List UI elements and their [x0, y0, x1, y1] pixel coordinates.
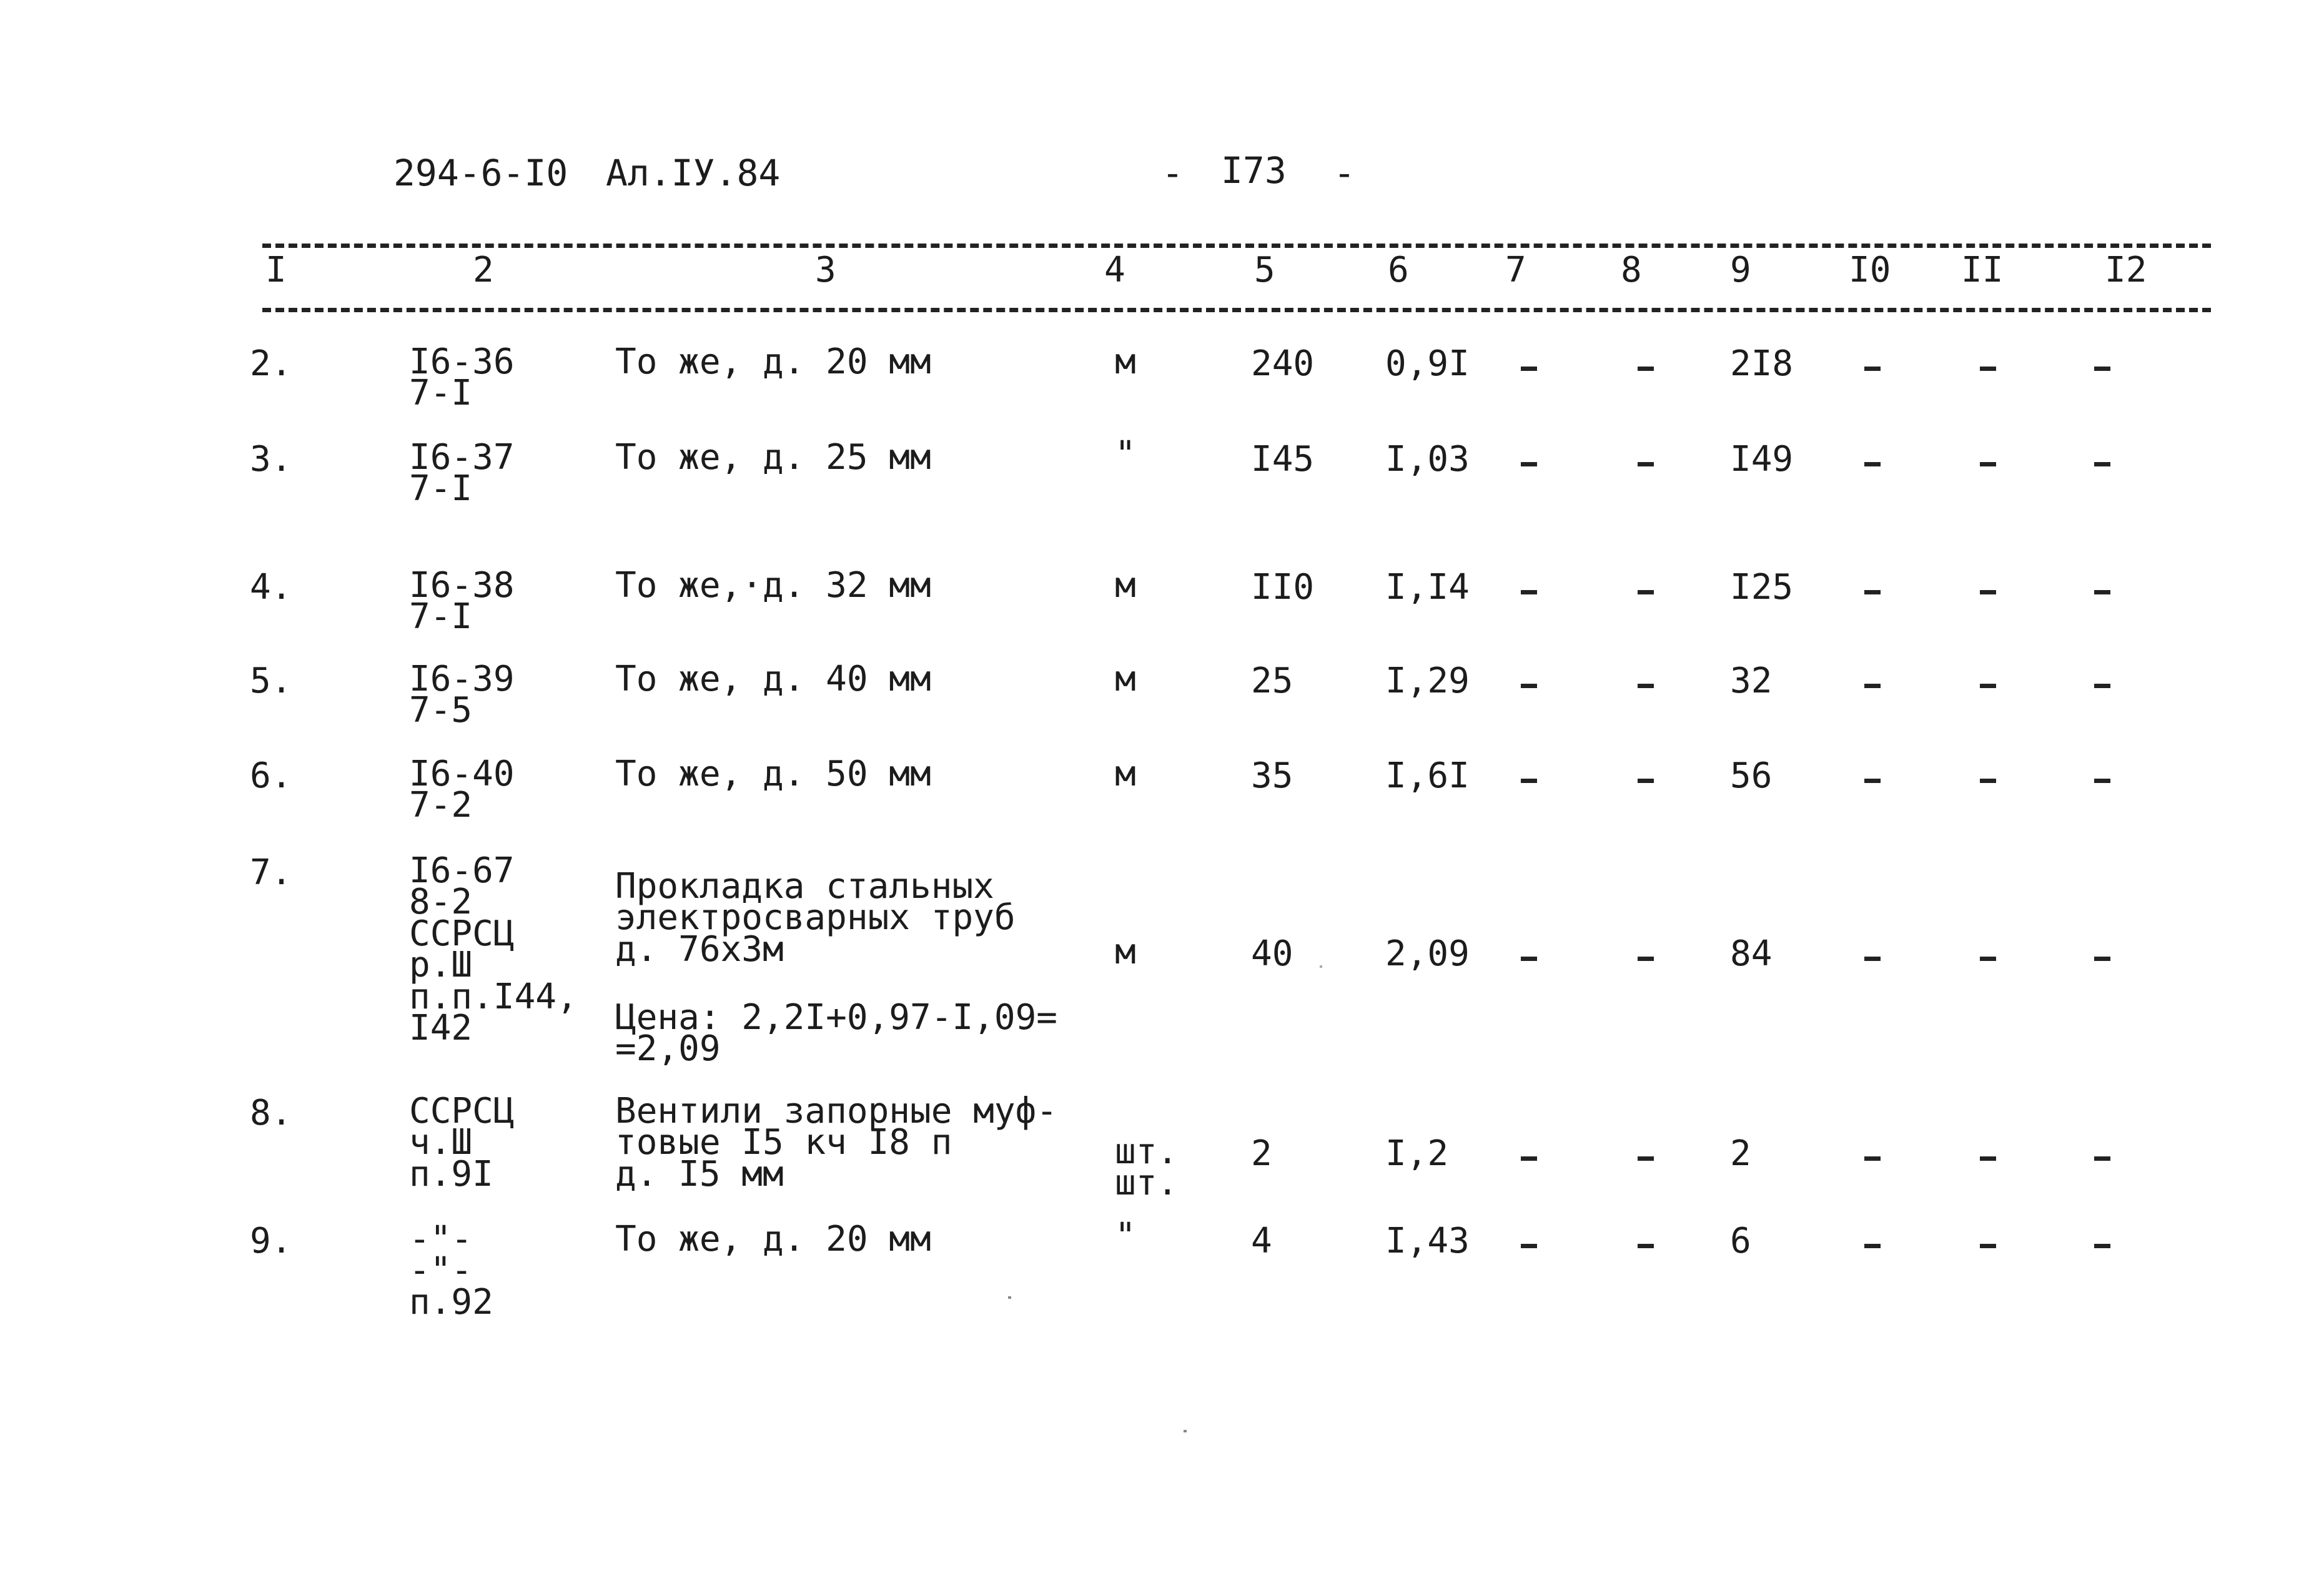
row-c11-dash: [1980, 590, 1996, 594]
row-col9: 32: [1730, 661, 1773, 701]
row-unit-line: м: [1115, 659, 1136, 699]
row-rate: I,I4: [1385, 567, 1470, 608]
table-header-rule: [262, 308, 2211, 312]
row-c12-dash: [2094, 590, 2110, 594]
row-c10-dash: [1864, 367, 1881, 371]
row-number: 2.: [250, 343, 292, 384]
row-description-line: товые I5 кч I8 п: [615, 1122, 952, 1163]
row-rate: 2,09: [1385, 933, 1470, 974]
column-header-12: I2: [2105, 250, 2147, 290]
row-code-line: ССРСЦ: [409, 1091, 515, 1131]
row-c7-dash: [1521, 590, 1537, 594]
row-code-line: 7-I: [409, 373, 473, 414]
row-code-line: 7-5: [409, 690, 473, 731]
row-code-line: 7-I: [409, 596, 473, 638]
row-code-line: I42: [409, 1007, 473, 1048]
row-unit-line: м: [1115, 932, 1136, 972]
row-description-line: Вентили запорные муф-: [615, 1091, 1058, 1131]
row-description-line: То же, д. 25 мм: [615, 437, 931, 478]
row-code-line: I6-40: [409, 754, 515, 794]
row-unit-line: м: [1115, 565, 1136, 606]
row-c10-dash: [1864, 684, 1881, 688]
row-c8-dash: [1638, 1156, 1654, 1161]
row-number: 9.: [250, 1221, 292, 1261]
row-code-line: 8-2: [409, 882, 473, 923]
row-price-note: [615, 997, 1058, 1070]
row-unit-line: шт.: [1115, 1163, 1179, 1204]
row-description-line: То же, д. 20 мм: [615, 1219, 931, 1259]
scan-speck: [1008, 1296, 1011, 1299]
row-unit: [1115, 565, 1136, 606]
scan-speck: [1320, 965, 1322, 968]
row-description: [615, 1091, 1058, 1194]
row-quantity: 2: [1251, 1133, 1272, 1174]
row-c8-dash: [1638, 590, 1654, 594]
row-code: [409, 1219, 493, 1322]
row-col9: 6: [1730, 1221, 1751, 1261]
row-c11-dash: [1980, 684, 1996, 688]
album-reference: Ал.IУ.84: [606, 152, 781, 194]
row-number: 3.: [250, 439, 292, 480]
row-description-line: То же, д. 20 мм: [615, 342, 931, 382]
row-c7-dash: [1521, 779, 1537, 783]
row-number: 7.: [250, 852, 292, 893]
row-code-line: 7-I: [409, 468, 473, 510]
row-code-line: I6-39: [409, 659, 515, 699]
row-c11-dash: [1980, 779, 1996, 783]
document-code: 294-6-I0: [393, 152, 568, 194]
page-number: I73: [1221, 149, 1287, 192]
column-header-3: 3: [815, 250, 836, 290]
row-c12-dash: [2094, 1244, 2110, 1248]
row-description-line: д. 76х3м: [615, 928, 784, 970]
row-quantity: 40: [1251, 933, 1293, 974]
row-c10-dash: [1864, 462, 1881, 466]
row-code-line: 7-2: [409, 785, 473, 826]
row-quantity: 240: [1251, 343, 1315, 384]
row-quantity: 25: [1251, 661, 1293, 701]
row-quantity: II0: [1251, 567, 1315, 608]
row-c12-dash: [2094, 367, 2110, 371]
row-description-line: То же, д. 50 мм: [615, 754, 931, 794]
row-description: [615, 342, 931, 382]
row-unit-line: м: [1115, 342, 1136, 382]
row-unit: [1115, 659, 1136, 699]
row-col9: 2I8: [1730, 343, 1794, 384]
row-c10-dash: [1864, 1156, 1881, 1161]
row-code-line: I6-67: [409, 850, 515, 891]
row-unit-line: шт.: [1115, 1131, 1179, 1172]
row-unit: [1115, 1216, 1136, 1256]
row-code: [409, 565, 515, 638]
row-code-line: ч.Ш: [409, 1122, 473, 1163]
row-price-note-line: Цена: 2,2I+0,97-I,09=: [615, 997, 1058, 1038]
row-c7-dash: [1521, 957, 1537, 961]
row-code: [409, 342, 515, 414]
row-code: [409, 754, 515, 826]
row-description: [615, 754, 931, 794]
row-c10-dash: [1864, 590, 1881, 594]
row-unit: [1115, 754, 1136, 794]
row-number: 8.: [250, 1093, 292, 1133]
column-header-4: 4: [1104, 250, 1125, 290]
row-c11-dash: [1980, 1156, 1996, 1161]
row-code-line: п.9I: [409, 1153, 493, 1194]
row-c7-dash: [1521, 1156, 1537, 1161]
row-code-line: I6-37: [409, 437, 515, 478]
row-description: [615, 659, 931, 699]
row-unit-line: ": [1115, 434, 1136, 475]
row-c8-dash: [1638, 684, 1654, 688]
row-number: 5.: [250, 661, 292, 701]
row-description-line: д. I5 мм: [615, 1153, 784, 1194]
row-c12-dash: [2094, 779, 2110, 783]
row-unit-line: м: [1115, 754, 1136, 794]
row-c7-dash: [1521, 684, 1537, 688]
row-description-line: Прокладка стальных: [615, 866, 994, 907]
row-number: 6.: [250, 756, 292, 796]
row-code-line: п.п.I44,: [409, 976, 578, 1017]
row-description: [615, 565, 931, 606]
row-rate: 0,9I: [1385, 343, 1470, 384]
page-number-dash-right: -: [1333, 152, 1355, 194]
row-number: 4.: [250, 567, 292, 608]
row-c8-dash: [1638, 957, 1654, 961]
row-c8-dash: [1638, 779, 1654, 783]
row-rate: I,03: [1385, 439, 1470, 480]
row-c8-dash: [1638, 1244, 1654, 1248]
row-rate: I,2: [1385, 1133, 1449, 1174]
row-description: [615, 1219, 931, 1259]
row-col9: I49: [1730, 439, 1794, 480]
row-c11-dash: [1980, 462, 1996, 466]
row-c10-dash: [1864, 1244, 1881, 1248]
row-col9: 56: [1730, 756, 1773, 796]
row-price-note-line: =2,09: [615, 1028, 721, 1070]
table-top-rule: [262, 244, 2211, 248]
row-code-line: -"-: [409, 1219, 473, 1259]
row-c12-dash: [2094, 957, 2110, 961]
row-code: [409, 850, 578, 1048]
row-unit-line: ": [1115, 1216, 1136, 1256]
row-code-line: I6-38: [409, 565, 515, 606]
column-header-2: 2: [473, 250, 494, 290]
row-col9: 84: [1730, 933, 1773, 974]
column-header-5: 5: [1254, 250, 1275, 290]
row-rate: I,43: [1385, 1221, 1470, 1261]
row-c12-dash: [2094, 1156, 2110, 1161]
row-unit: [1115, 932, 1136, 972]
row-c7-dash: [1521, 367, 1537, 371]
row-c10-dash: [1864, 779, 1881, 783]
row-description-line: электросварных труб: [615, 897, 1016, 938]
row-unit: [1115, 342, 1136, 382]
row-code: [409, 659, 515, 731]
row-c8-dash: [1638, 367, 1654, 371]
column-header-11: II: [1961, 250, 2004, 290]
row-code-line: ССРСЦ: [409, 913, 515, 954]
row-c11-dash: [1980, 367, 1996, 371]
row-unit: [1115, 434, 1136, 475]
page-number-dash-left: -: [1162, 152, 1184, 194]
row-description: [615, 437, 931, 478]
row-quantity: 35: [1251, 756, 1293, 796]
column-header-7: 7: [1505, 250, 1526, 290]
row-c7-dash: [1521, 462, 1537, 466]
row-code-line: I6-36: [409, 342, 515, 382]
column-header-10: I0: [1849, 250, 1891, 290]
row-c12-dash: [2094, 684, 2110, 688]
row-quantity: 4: [1251, 1221, 1272, 1261]
row-rate: I,6I: [1385, 756, 1470, 796]
column-header-1: I: [265, 250, 287, 290]
row-c8-dash: [1638, 462, 1654, 466]
row-col9: I25: [1730, 567, 1794, 608]
row-quantity: I45: [1251, 439, 1315, 480]
row-code: [409, 437, 515, 510]
row-c11-dash: [1980, 1244, 1996, 1248]
row-description-line: То же, д. 40 мм: [615, 659, 931, 699]
column-header-9: 9: [1730, 250, 1751, 290]
row-col9: 2: [1730, 1133, 1751, 1174]
row-code-line: р.Ш: [409, 945, 473, 986]
row-c11-dash: [1980, 957, 1996, 961]
scan-speck: [1184, 1430, 1187, 1432]
row-c7-dash: [1521, 1244, 1537, 1248]
row-code-line: п.92: [409, 1281, 493, 1322]
column-header-6: 6: [1388, 250, 1409, 290]
column-header-8: 8: [1621, 250, 1642, 290]
row-code: [409, 1091, 515, 1194]
row-c10-dash: [1864, 957, 1881, 961]
row-description-line: То же,·д. 32 мм: [615, 565, 931, 606]
row-unit: [1115, 1131, 1179, 1204]
row-code-line: -"-: [409, 1250, 473, 1291]
row-c12-dash: [2094, 462, 2110, 466]
row-rate: I,29: [1385, 661, 1470, 701]
row-description: [615, 866, 1016, 970]
